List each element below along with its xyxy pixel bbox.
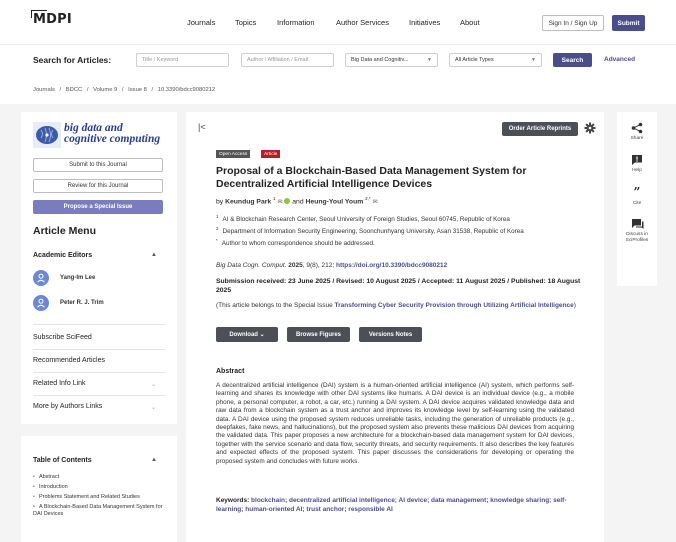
gear-icon[interactable] [584,122,596,134]
nav-information[interactable]: Information [277,18,315,27]
top-navigation [0,0,676,44]
browse-figures-button[interactable]: Browse Figures [287,327,350,342]
breadcrumb-separator: / [59,87,62,93]
journal-select-value: Big Data and Cognitiv... [351,57,409,63]
open-access-badge: Open Access [216,150,250,158]
citation-volume: , 9(8), 212; [302,262,336,269]
special-issue-prefix: (This article belongs to the Special Issue [216,302,335,309]
affiliation-number: 2 [216,226,219,231]
chevron-down-icon[interactable]: ⌄ [151,405,157,411]
keywords-list[interactable]: blockchain; decentralized artificial intelligence; AI device; data management; knowledge sharing; self-learning; human-oriented AI; trust anchor; responsible AI [216,497,567,513]
search-label: Search for Articles: [33,55,112,65]
recommended-articles-link[interactable]: Recommended Articles [33,357,105,364]
editor-name[interactable]: Peter R. J. Trim [60,300,104,306]
author-superscript: 1 [273,196,276,201]
academic-editors-heading[interactable]: Academic Editors [33,252,93,259]
affiliation-number: * [216,238,218,243]
author-name[interactable]: Keundug Park [225,198,272,206]
breadcrumb [33,87,218,93]
discuss-label: Discuss in SciProfiles [625,232,649,243]
citation-line [216,262,447,269]
journal-select[interactable] [345,53,438,67]
journal-title[interactable] [64,123,160,145]
help-label: Help [632,168,642,173]
breadcrumb-separator: / [121,87,124,93]
nav-initiatives[interactable]: Initiatives [409,18,441,27]
propose-special-issue-button[interactable]: Propose a Special Issue [33,200,163,214]
bullet: ▪ [33,504,35,510]
journal-abbreviation: Big Data Cogn. Comput. [216,262,287,269]
abstract-heading: Abstract [216,368,245,375]
chevron-down-icon: ▼ [427,57,432,63]
submit-button[interactable]: Submit [612,15,645,31]
by-label: by [216,198,224,206]
subscribe-scifeed-link[interactable]: Subscribe SciFeed [33,334,92,341]
discuss-icon [631,218,644,230]
journal-title-line2: cognitive computing [64,133,161,145]
article-dates: Submission received: 23 June 2025 / Revised: 10 August 2025 / Accepted: 11 August 2025 / Published: 18 August 2025 [216,278,581,294]
email-icon[interactable]: ✉ [277,199,283,206]
table-of-contents [21,436,177,542]
affiliation [216,214,510,223]
chevron-down-icon[interactable]: ⌄ [151,382,157,388]
article-menu-title: Article Menu [33,225,97,237]
review-for-journal-button[interactable]: Review for this Journal [33,179,163,193]
download-button[interactable] [216,327,278,342]
quote-icon: ” [633,185,641,199]
affiliation [216,226,524,235]
help-button[interactable] [617,154,657,174]
discuss-button[interactable] [617,218,657,243]
divider [33,324,165,325]
breadcrumb-separator: / [151,87,154,93]
share-icon [631,122,643,134]
article-main [186,112,604,542]
bullet: ▪ [33,484,35,490]
advanced-search-link[interactable]: Advanced [604,56,636,63]
more-by-authors-link[interactable]: More by Authors Links [33,403,103,410]
logo-text: MDPI [33,12,72,27]
affiliation [216,238,375,247]
title-keyword-input[interactable]: Title / Keyword [136,53,229,67]
mdpi-logo[interactable] [33,12,71,32]
cite-button[interactable] [617,185,657,207]
special-issue-note [216,301,576,310]
share-label: Share [630,136,644,141]
author-line [216,196,378,205]
nav-about[interactable]: About [460,18,480,27]
breadcrumb-issue[interactable]: Issue 8 [128,87,147,93]
keywords-label: Keywords: [216,497,250,504]
and-label: and [292,198,304,206]
divider [33,395,165,396]
doi-link[interactable]: https://doi.org/10.3390/bdcc9080212 [335,262,448,269]
toc-heading[interactable]: Table of Contents [33,457,92,464]
order-reprints-button[interactable]: Order Article Reprints [502,122,578,136]
article-type-select[interactable] [449,53,542,67]
author-affiliation-input[interactable]: Author / Affiliation / Email [241,53,334,67]
divider [33,349,165,350]
search-button[interactable]: Search [553,53,592,67]
chevron-down-icon: ▼ [531,57,536,63]
breadcrumb-journals[interactable]: Journals [33,87,55,93]
toc-item[interactable] [33,504,163,518]
author-superscript: 2,* [365,196,371,201]
share-rail [617,112,657,286]
divider [33,372,165,373]
affiliation-text: Department of Information Security Engineering, Soonchunhyang University, Asan 31538, Republic of Korea [222,228,524,236]
submit-to-journal-button[interactable]: Submit to this Journal [33,158,163,172]
citation-year: 2025 [288,262,303,269]
keywords [216,496,576,514]
article-title: Proposal of a Blockchain-Based Data Management System for Decentralized Artificial Intelligence Devices [216,165,527,190]
article-type-badge: Article [261,150,280,158]
special-issue-link[interactable]: Transforming Cyber Security Provision through Utilizing Artificial Intelligence [334,302,574,309]
toc-item-label: A Blockchain-Based Data Management System for DAI Devices [33,504,163,517]
bullet: ▪ [33,474,35,480]
avatar [33,270,49,286]
nav-topics[interactable]: Topics [235,18,257,27]
download-label: Download [229,331,258,338]
journal-brain-icon[interactable] [33,122,61,148]
search-bar [0,44,676,76]
toc-item-label: Abstract [38,474,60,480]
avatar [33,295,49,311]
person-icon [36,298,46,308]
toc-item[interactable] [33,494,163,501]
chevron-down-icon: ⌄ [259,332,265,338]
affiliation-number: 1 [216,214,219,219]
abstract-text: A decentralized artificial intelligence (DAI) system is a human-oriented artificial intelligence (AI) system, which performs self-learning and shares its knowledge with other DAI systems like humans. A DAI device is an individual device (e.g., a mobile phone, a personal computer, a robot, a car, etc.) running a DAI system. A DAI device acquires validated knowledge data and raw data from a blockchain system as a trust anchor and improves its knowledge level by self-learning using the validated data. A DAI device using the proposed system reduces unreliable tasks, including the generation of unreliable products (e.g., deepfakes, fake news, and hallucinations), but the proposed system also prevents these malicious DAI devices from acquiring the validated data. This paper proposes a new architecture for a blockchain-based data management system for DAI devices, together with the service scenario and data flow, security threats, and security requirements. It also describes the key features and expected effects of the proposed system. This paper discusses the considerations for developing or operating the proposed system and concludes with future works. [216,382,574,465]
nav-journals[interactable]: Journals [187,18,216,27]
author-name[interactable]: Heung-Youl Youm [305,198,364,206]
toc-item[interactable] [33,484,163,491]
chevron-up-icon[interactable]: ▲ [151,252,157,258]
chevron-up-icon[interactable]: ▲ [151,457,157,463]
help-icon [631,154,643,166]
article-menu-sidebar [21,112,177,424]
editor-name[interactable]: Yang-Im Lee [60,275,96,281]
affiliation-text: AI & Blockchain Research Center, Seoul University of Foreign Studies, Seoul 60745, Republic of Korea [222,216,510,224]
breadcrumb-doi: 10.3390/bdcc9080212 [157,87,216,93]
sign-in-button[interactable]: Sign In / Sign Up [542,15,604,31]
breadcrumb-separator: / [86,87,89,93]
nav-author-services[interactable]: Author Services [336,18,389,27]
breadcrumb-volume[interactable]: Volume 9 [93,87,118,93]
person-icon [36,273,46,283]
versions-notes-button[interactable]: Versions Notes [359,327,422,342]
breadcrumb-bdcc[interactable]: BDCC [65,87,83,93]
article-type-value: All Article Types [455,57,494,63]
journal-title-line1: big data and [64,122,123,134]
collapse-sidebar-icon[interactable]: |< [198,122,206,132]
toc-item-label: Introduction [38,484,68,490]
bullet: ▪ [33,494,35,500]
special-issue-suffix: ) [573,302,576,309]
toc-item[interactable] [33,474,163,481]
affiliation-text: Author to whom correspondence should be addressed. [221,240,375,248]
share-button[interactable] [617,122,657,142]
toc-item-label: Problems Statement and Related Studies [38,494,140,500]
related-info-link[interactable]: Related Info Link [33,380,86,387]
cite-label: Cite [632,201,642,206]
email-icon[interactable]: ✉ [372,199,378,206]
orcid-icon[interactable] [284,198,290,204]
